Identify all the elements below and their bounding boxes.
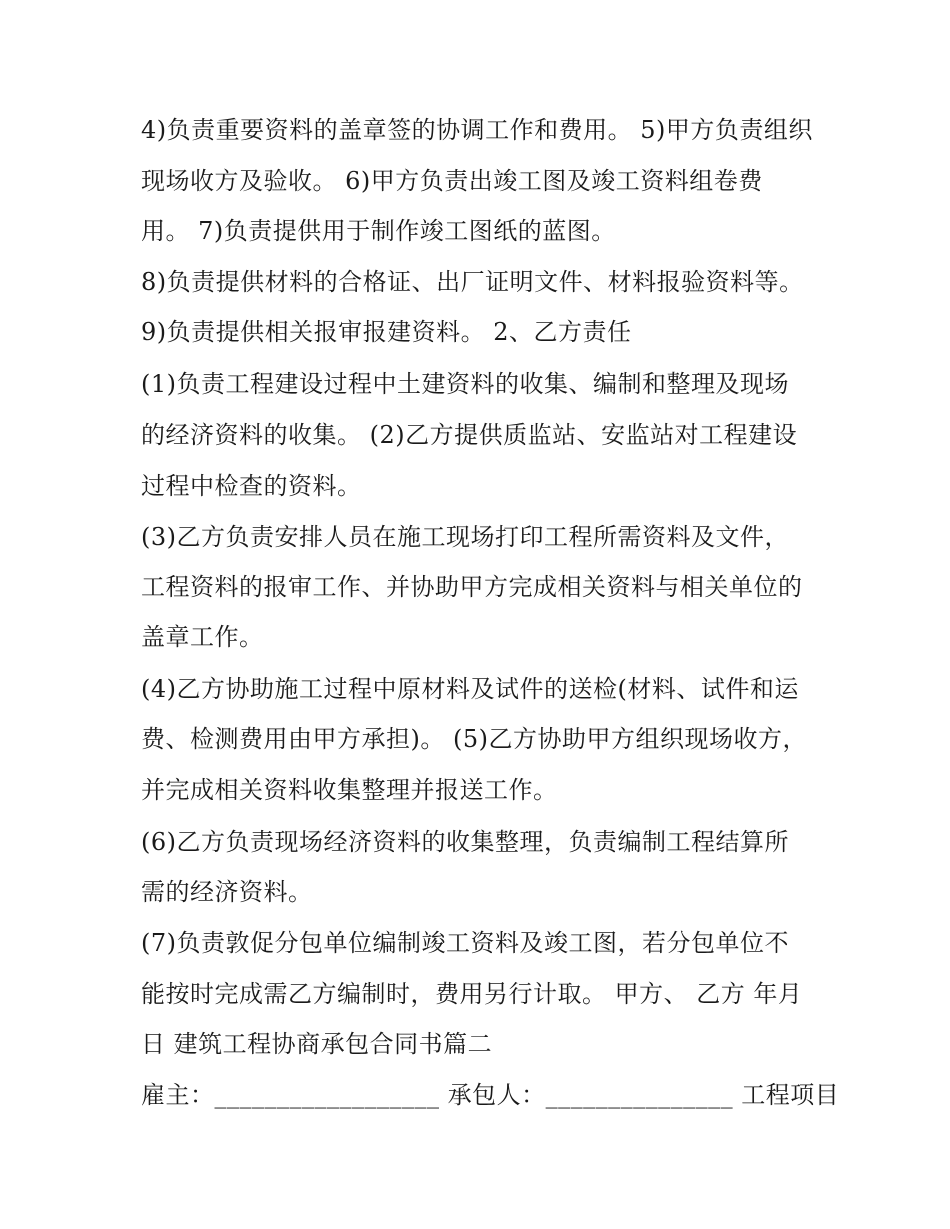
text-line: 9)负责提供相关报审报建资料。 2、乙方责任: [141, 318, 632, 346]
text-line: 的经济资料的收集。 (2)乙方提供质监站、安监站对工程建设: [141, 421, 798, 449]
text-line: 工程资料的报审工作、并协助甲方完成相关资料与相关单位的: [141, 573, 803, 601]
text-line: 过程中检查的资料。: [141, 472, 362, 500]
text-line: 能按时完成需乙方编制时，费用另行计取。 甲方、 乙方 年月: [141, 980, 803, 1008]
text-line: 费、检测费用由甲方承担)。 (5)乙方协助甲方组织现场收方，: [141, 725, 807, 753]
text-line: 盖章工作。: [141, 623, 264, 651]
text-line: 8)负责提供材料的合格证、出厂证明文件、材料报验资料等。: [141, 268, 804, 296]
text-line: 雇主：__________________ 承包人：_______________ 工程项目: [141, 1081, 840, 1109]
text-line: 并完成相关资料收集整理并报送工作。: [141, 776, 558, 804]
text-line: 4)负责重要资料的盖章签的协调工作和费用。 5)甲方负责组织: [141, 116, 813, 144]
text-line: (7)负责敦促分包单位编制竣工资料及竣工图，若分包单位不: [141, 929, 789, 957]
text-line: (6)乙方负责现场经济资料的收集整理，负责编制工程结算所: [141, 828, 789, 856]
text-line: 日 建筑工程协商承包合同书篇二: [141, 1030, 493, 1058]
text-line: (4)乙方协助施工过程中原材料及试件的送检(材料、试件和运: [141, 675, 799, 703]
text-line: (3)乙方负责安排人员在施工现场打印工程所需资料及文件，: [141, 523, 789, 551]
text-line: 现场收方及验收。 6)甲方负责出竣工图及竣工资料组卷费: [141, 167, 763, 195]
text-line: (1)负责工程建设过程中土建资料的收集、编制和整理及现场: [141, 370, 789, 398]
text-line: 用。 7)负责提供用于制作竣工图纸的蓝图。: [141, 217, 616, 245]
text-line: 需的经济资料。: [141, 878, 313, 906]
